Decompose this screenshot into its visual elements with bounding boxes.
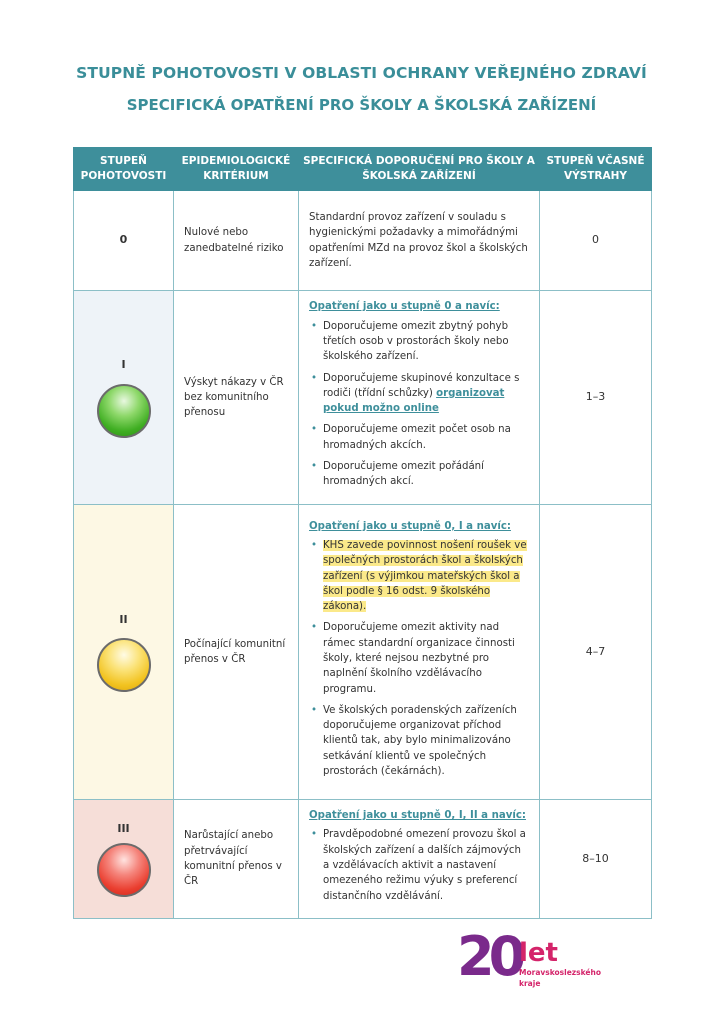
list-item: • Ve školských poradenských zařízeních doporučujeme organizovat příchod klientů tak, aby bylo minimalizováno setkávání klientů ve společných prostorách (čekárnách). xyxy=(323,703,529,779)
recommendation-cell: Standardní provoz zařízení v souladu s hygienickými požadavky a mimořádnými opatřeními MZd na provoz škol a školských zařízení. xyxy=(299,191,540,291)
measures-heading: Opatření jako u stupně 0, I, II a navíc: xyxy=(309,810,526,822)
list-item: • Doporučujeme omezit počet osob na hromadných akcích. xyxy=(323,422,529,453)
level-cell xyxy=(74,505,174,800)
criterion-cell: Nulové nebo zanedbatelné riziko xyxy=(174,191,299,291)
header-level: STUPEŇ POHOTOVOSTI xyxy=(74,148,174,191)
list-item: • Doporučujeme skupinové konzultace s rodiči (třídní schůzky) organizovat pokud možno online xyxy=(323,371,529,417)
recommendation-cell xyxy=(299,505,540,800)
level-cell xyxy=(74,191,174,291)
table-header-row xyxy=(74,148,652,191)
criterion-cell: Narůstající anebo přetrvávající komunitní přenos v ČR xyxy=(174,800,299,919)
level-cell xyxy=(74,291,174,505)
page-title: STUPNĚ POHOTOVOSTI V OBLASTI OCHRANY VEŘEJNÉHO ZDRAVÍ xyxy=(76,64,647,82)
table-row xyxy=(74,800,652,919)
level-label: III xyxy=(117,821,130,835)
table-row xyxy=(74,191,652,291)
list-item xyxy=(323,538,529,614)
online-link[interactable]: organizovat pokud možno online xyxy=(323,387,505,415)
list-item: • Doporučujeme omezit aktivity nad rámec standardní organizace činnosti školy, které nejsou nezbytné pro naplnění školního vzdělávacího programu. xyxy=(323,620,529,696)
logo-line1: Moravskoslezského xyxy=(519,968,601,977)
table-row xyxy=(74,505,652,800)
logo-word: let xyxy=(519,938,558,968)
level-label: I xyxy=(121,358,126,372)
header-warning: STUPEŇ VČASNÉ VÝSTRAHY xyxy=(540,148,652,191)
logo-line2: kraje xyxy=(519,979,541,988)
warning-cell: 1–3 xyxy=(540,291,652,505)
page-subtitle: SPECIFICKÁ OPATŘENÍ PRO ŠKOLY A ŠKOLSKÁ ZAŘÍZENÍ xyxy=(126,96,597,114)
level-label: 0 xyxy=(119,233,128,247)
anniversary-logo xyxy=(457,925,617,994)
readiness-table xyxy=(73,147,652,919)
list-item: • Doporučujeme omezit zbytný pohyb třetích osob v prostorách školy nebo školského zařízení. xyxy=(323,319,529,365)
table-row xyxy=(74,291,652,505)
recommendation-cell xyxy=(299,800,540,919)
header-criterion: EPIDEMIOLOGICKÉ KRITÉRIUM xyxy=(174,148,299,191)
red-light-icon xyxy=(97,843,151,897)
recommendation-cell xyxy=(299,291,540,505)
list-item: • Doporučujeme omezit pořádání hromadných akcí. xyxy=(323,459,529,490)
green-light-icon xyxy=(97,384,151,438)
criterion-cell: Počínající komunitní přenos v ČR xyxy=(174,505,299,800)
list-item: • Pravděpodobné omezení provozu škol a školských zařízení a dalších zájmových a vzdělávacích aktivit a nastavení omezeného režimu výuky s preferencí distančního vzdělávání. xyxy=(323,827,529,903)
header-recommendations: SPECIFICKÁ DOPORUČENÍ PRO ŠKOLY A ŠKOLSKÁ ZAŘÍZENÍ xyxy=(299,148,540,191)
measures-list xyxy=(309,538,529,779)
level-label: II xyxy=(119,612,128,626)
measures-list xyxy=(309,319,529,490)
level-cell xyxy=(74,800,174,919)
warning-cell: 8–10 xyxy=(540,800,652,919)
warning-cell: 4–7 xyxy=(540,505,652,800)
logo-number: 20 xyxy=(457,925,521,988)
warning-cell: 0 xyxy=(540,191,652,291)
measures-heading: Opatření jako u stupně 0 a navíc: xyxy=(309,301,500,313)
criterion-cell: Výskyt nákazy v ČR bez komunitního přenosu xyxy=(174,291,299,505)
yellow-light-icon xyxy=(97,638,151,692)
measures-list xyxy=(309,827,529,903)
highlighted-measure: KHS zavede povinnost nošení roušek ve společných prostorách škol a školských zařízení (s výjimkou mateřských škol a škol podle § 16 odst. 9 školského zákona). xyxy=(323,539,527,613)
measures-heading: Opatření jako u stupně 0, I a navíc: xyxy=(309,520,511,532)
